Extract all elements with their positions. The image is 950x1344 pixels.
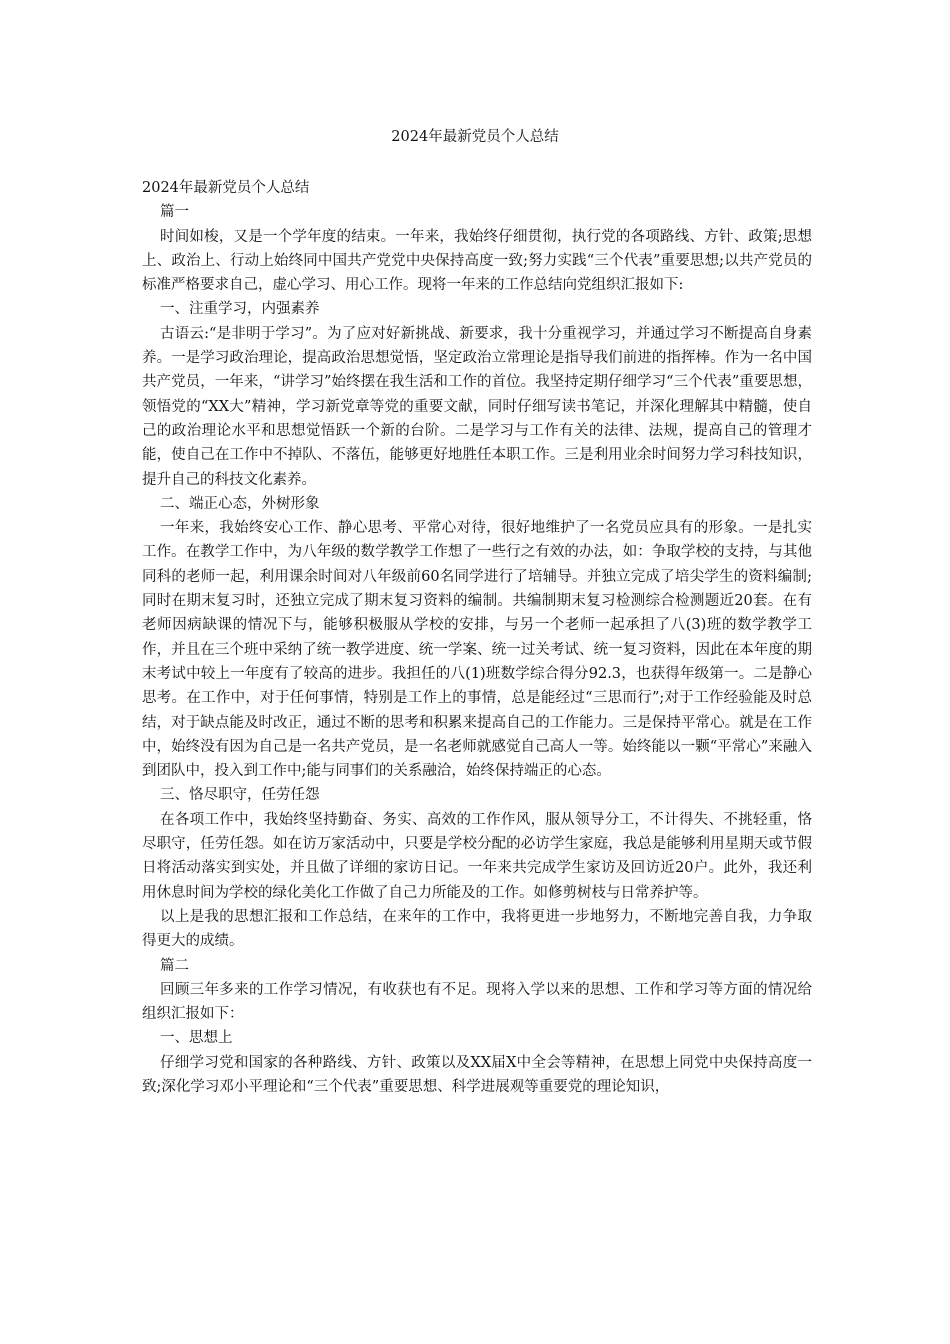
- paragraph-closing: 以上是我的思想汇报和工作总结，在来年的工作中，我将更进一步地努力，不断地完善自我，力争取得更大的成绩。: [142, 908, 812, 950]
- document-body: [142, 176, 812, 1099]
- paragraph-intro-2: 回顾三年多来的工作学习情况，有收获也有不足。现将入学以来的思想、工作和学习等方面的情况给组织汇报如下：: [142, 981, 812, 1023]
- part-heading-1: 篇一: [160, 204, 189, 221]
- document-title: 2024年最新党员个人总结: [391, 129, 559, 145]
- subtitle: 2024年最新党员个人总结: [142, 180, 310, 196]
- section-title-thought: 一、思想上: [160, 1030, 233, 1047]
- paragraph-duty: 在各项工作中，我始终坚持勤奋、务实、高效的工作作风，服从领导分工，不计得失、不挑轻重，恪尽职守，任劳任怨。如在访万家活动中，只要是学校分配的必访学生家庭，我总是能够利用星期天或节假日将活动落实到实处，并且做了详细的家访日记。一年来共完成学生家访及回访近20户。此外，我还利用休息时间为学校的绿化美化工作做了自己力所能及的工作。如修剪树枝与日常养护等。: [142, 811, 812, 901]
- section-title-1: 一、注重学习，内强素养: [160, 301, 320, 318]
- paragraph-attitude: 一年来，我始终安心工作、静心思考、平常心对待，很好地维护了一名党员应具有的形象。一是扎实工作。在教学工作中，为八年级的数学教学工作想了一些行之有效的办法，如：争取学校的支持，与其他同科的老师一起，利用课余时间对八年级前60名同学进行了培辅导。并独立完成了培尖学生的资料编制;同时在期末复习时，还独立完成了期末复习资料的编制。共编制期末复习检测综合检测题近20套。在有老师因病缺课的情况下与，能够积极服从学校的安排，与另一个老师一起承担了八(3)班的数学教学工作，并且在三个班中采纳了统一教学进度、统一学案、统一过关考试、统一复习资料，因此在本年度的期末考试中较上一年度有了较高的进步。我担任的八(1)班数学综合得分92.3，也获得年级第一。二是静心思考。在工作中，对于任何事情，特别是工作上的事情，总是能经过“三思而行”;对于工作经验能及时总结，对于缺点能及时改正，通过不断的思考和积累来提高自己的工作能力。三是保持平常心。就是在工作中，始终没有因为自己是一名共产党员，是一名老师就感觉自己高人一等。始终能以一颗“平常心”来融入到团队中，投入到工作中;能与同事们的关系融洽，始终保持端正的心态。: [142, 520, 812, 780]
- paragraph-thought: 仔细学习党和国家的各种路线、方针、政策以及XX届X中全会等精神，在思想上同党中央保持高度一致;深化学习邓小平理论和“三个代表”重要思想、科学进展观等重要党的理论知识，: [142, 1054, 812, 1095]
- paragraph-study: 古语云:“是非明于学习”。为了应对好新挑战、新要求，我十分重视学习，并通过学习不断提高自身素养。一是学习政治理论，提高政治思想觉悟，坚定政治立常理论是指导我们前进的指挥棒。作为一名中国共产党员，一年来，“讲学习”始终摆在我生活和工作的首位。我坚持定期仔细学习“三个代表”重要思想，领悟党的“XX大”精神，学习新党章等党的重要文献，同时仔细写读书笔记，并深化理解其中精髓，使自己的政治理论水平和思想觉悟跃一个新的台阶。二是学习与工作有关的法律、法规，提高自己的管理才能，使自己在工作中不掉队、不落伍，能够更好地胜任本职工作。三是利用业余时间努力学习科技知识，提升自己的科技文化素养。: [142, 325, 812, 488]
- section-title-3: 三、恪尽职守，任劳任怨: [160, 787, 320, 804]
- section-title-2: 二、端正心态，外树形象: [160, 495, 320, 512]
- paragraph-intro-1: 时间如梭，又是一个学年度的结束。一年来，我始终仔细贯彻，执行党的各项路线、方针、政策;思想上、政治上、行动上始终同中国共产党党中央保持高度一致;努力实践“三个代表”重要思想;以共产党员的标准严格要求自己，虚心学习、用心工作。现将一年来的工作总结向党组织汇报如下:: [142, 228, 812, 294]
- part-heading-2: 篇二: [160, 957, 189, 974]
